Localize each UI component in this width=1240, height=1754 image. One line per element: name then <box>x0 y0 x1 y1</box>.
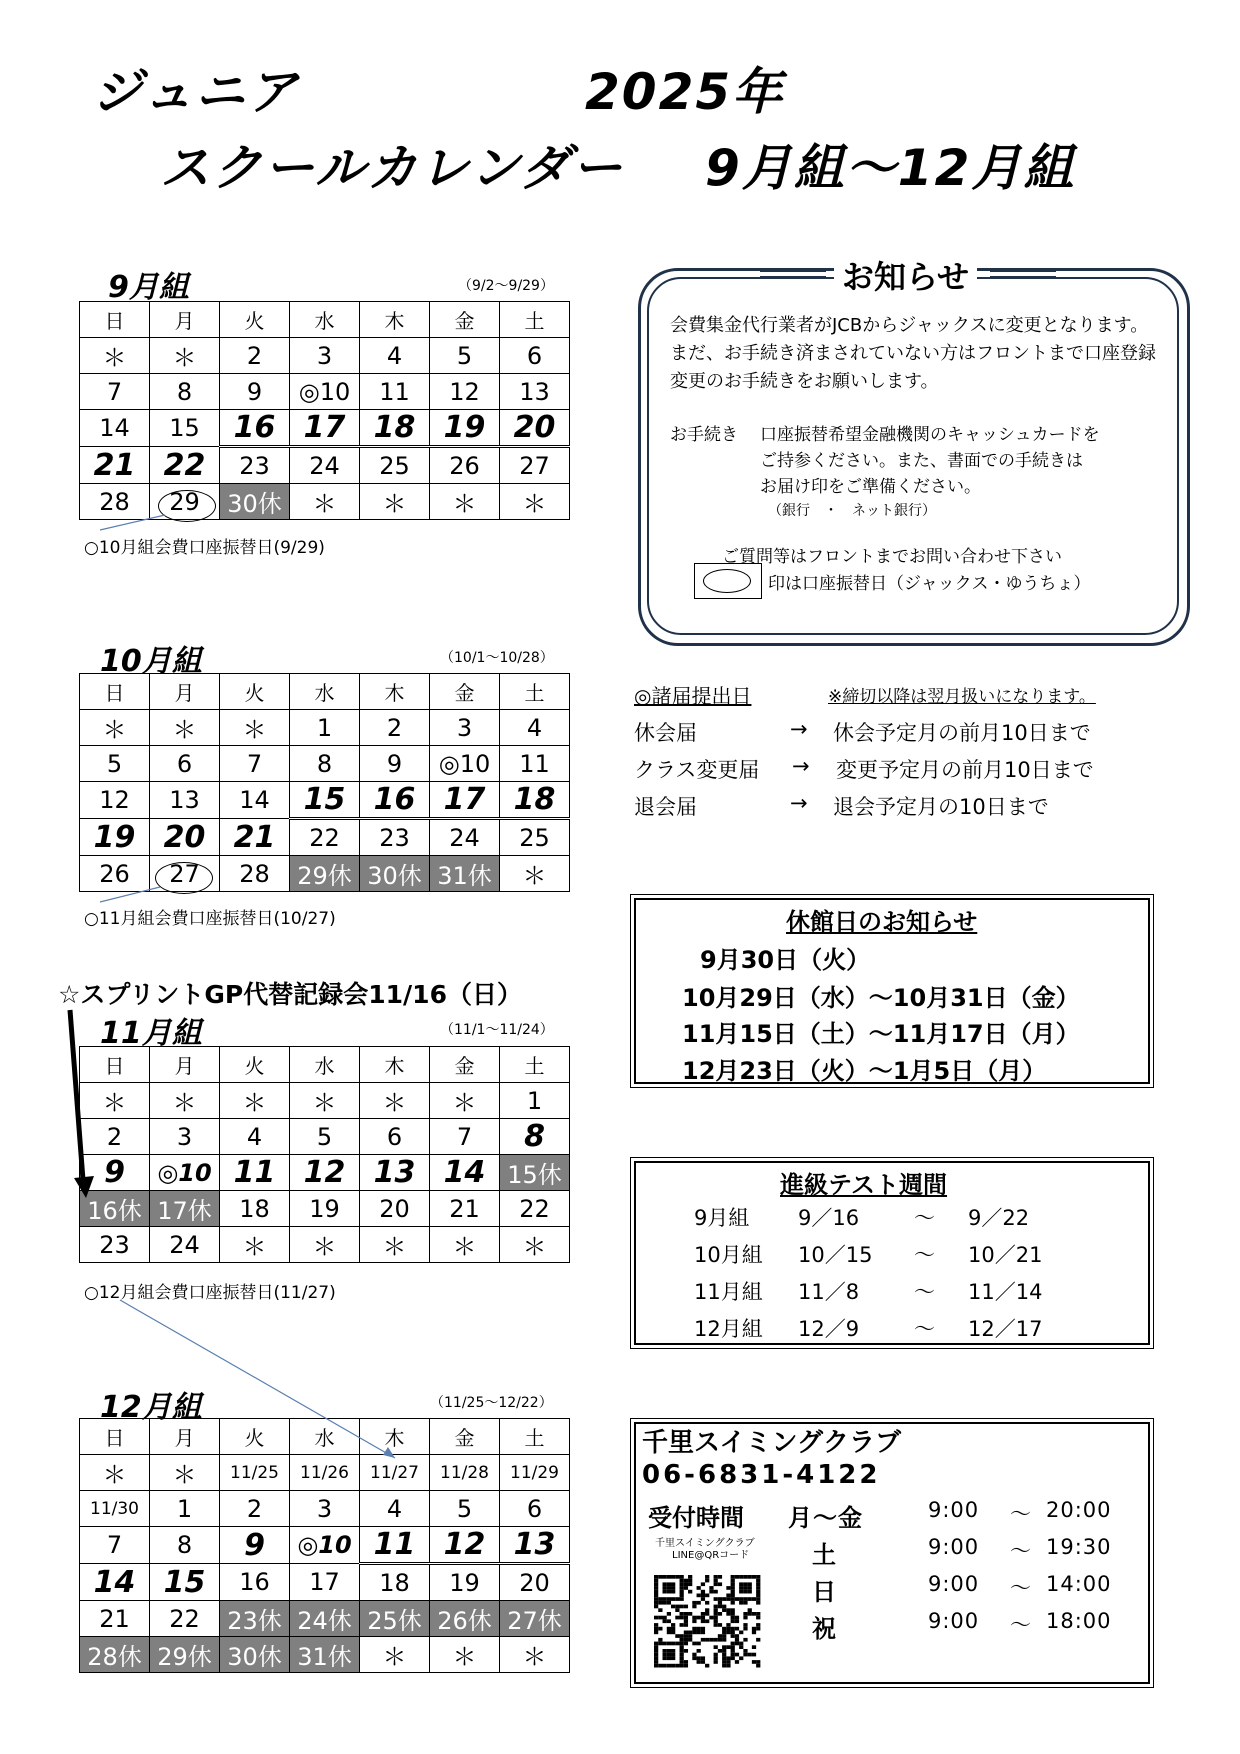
calendar-day: 16休 <box>80 1191 150 1227</box>
calendar-day: 7 <box>430 1119 500 1155</box>
closed-day-4: 12月23日（火）～1月5日（月） <box>682 1057 1047 1085</box>
club-hours-day: 祝 <box>812 1615 837 1643</box>
sprint-arrow-head <box>74 1176 94 1198</box>
calendar-day: 7 <box>80 374 150 410</box>
calendar-day: ＊ <box>290 1227 360 1263</box>
form-arrow-withdraw: → <box>790 791 808 815</box>
notice-procedure-line-1: 口座振替希望金融機関のキャッシュカードを <box>760 425 1100 445</box>
calendar-day: 3 <box>150 1119 220 1155</box>
calendar-day: ＊ <box>500 484 570 520</box>
calendar-day: 11 <box>360 374 430 410</box>
weekday-header: 水 <box>290 1419 360 1455</box>
calendar-day: 1 <box>150 1491 220 1527</box>
calendar-day: ＊ <box>80 338 150 374</box>
calendar-day: 8 <box>150 374 220 410</box>
calendar-day: 4 <box>500 710 570 746</box>
calendar-day: 25 <box>500 819 570 856</box>
calendar-day: ＊ <box>150 338 220 374</box>
calendar-day: 6 <box>500 1491 570 1527</box>
calendar-day: 30休 <box>220 484 290 520</box>
calendar-day: 7 <box>80 1527 150 1564</box>
calendar-day: 20 <box>360 1191 430 1227</box>
connector-nov <box>120 1300 395 1458</box>
weekday-header: 水 <box>290 674 360 710</box>
club-hours-day: 土 <box>812 1541 837 1569</box>
calendar-day: 28 <box>80 484 150 520</box>
form-deadline-class-change: 変更予定月の前月10日まで <box>836 758 1094 782</box>
notice-procedure-banks: （銀行 ・ ネット銀行） <box>768 503 936 519</box>
club-hours-from: 9:00 <box>928 1535 980 1559</box>
club-hours-from: 9:00 <box>928 1498 980 1522</box>
notice-title-rule-left <box>760 270 826 272</box>
payment-note-nov: ○12月組会費口座振替日(11/27) <box>84 1283 336 1303</box>
title-school-calendar: スクールカレンダー <box>160 139 624 197</box>
weekday-header: 木 <box>360 1419 430 1455</box>
calendar-day: ＊ <box>430 1227 500 1263</box>
calendar-day: 24 <box>150 1227 220 1263</box>
calendar-day: 2 <box>80 1119 150 1155</box>
closed-day-3: 11月15日（土）～11月17日（月） <box>682 1020 1080 1048</box>
form-deadline-withdraw: 退会予定月の10日まで <box>833 795 1049 819</box>
test-week-group: 12月組 <box>694 1317 763 1341</box>
weekday-header: 日 <box>80 1419 150 1455</box>
calendar-day: ＊ <box>430 1637 500 1673</box>
test-week-group: 10月組 <box>694 1243 763 1267</box>
weekday-header: 月 <box>150 674 220 710</box>
weekday-header: 木 <box>360 1047 430 1083</box>
calendar-day: 9 <box>80 1155 150 1191</box>
calendar-day: 11 <box>500 746 570 782</box>
calendar-label-nov: 11月組 <box>100 1016 202 1051</box>
calendar-day: ＊ <box>360 1227 430 1263</box>
weekday-header: 土 <box>500 1047 570 1083</box>
calendar-day: 14 <box>430 1155 500 1191</box>
calendar-day: 9 <box>220 374 290 410</box>
calendar-day: 31休 <box>290 1637 360 1673</box>
calendar-day: 14 <box>80 410 150 447</box>
calendar-day: 1 <box>290 710 360 746</box>
calendar-label-dec: 12月組 <box>100 1390 202 1425</box>
weekday-header: 日 <box>80 302 150 338</box>
weekday-header: 火 <box>220 302 290 338</box>
calendar-day: 5 <box>430 338 500 374</box>
sprint-notice: ☆スプリントGP代替記録会11/16（日） <box>58 980 522 1009</box>
calendar-day: 5 <box>430 1491 500 1527</box>
calendar-day: 29 <box>150 484 220 520</box>
weekday-header: 土 <box>500 1419 570 1455</box>
weekday-header: 木 <box>360 674 430 710</box>
weekday-header: 月 <box>150 302 220 338</box>
forms-title: ◎諸届提出日 <box>634 684 752 708</box>
calendar-label-sep: 9月組 <box>108 270 189 305</box>
club-hours-to: 14:00 <box>1046 1572 1112 1596</box>
calendar-day: 13 <box>150 782 220 819</box>
calendar-day: 15 <box>150 1564 220 1601</box>
calendar-day: 11/26 <box>290 1455 360 1491</box>
calendar-day: 23 <box>360 819 430 856</box>
calendar-day: 15 <box>290 782 360 819</box>
weekday-header: 火 <box>220 674 290 710</box>
calendar-day: 21 <box>220 819 290 856</box>
weekday-header: 土 <box>500 674 570 710</box>
club-hours-to: 20:00 <box>1046 1498 1112 1522</box>
calendar-day: ＊ <box>290 484 360 520</box>
club-hours-label: 受付時間 <box>648 1504 744 1532</box>
weekday-header: 金 <box>430 302 500 338</box>
calendar-day: 11 <box>220 1155 290 1191</box>
weekday-header: 月 <box>150 1047 220 1083</box>
calendar-day: 8 <box>150 1527 220 1564</box>
calendar-day: ＊ <box>220 710 290 746</box>
calendar-day: 30休 <box>360 856 430 892</box>
calendar-day: 16 <box>220 410 290 447</box>
payment-note-sep: ○10月組会費口座振替日(9/29) <box>84 538 325 558</box>
form-name-leave: 休会届 <box>634 721 697 745</box>
club-hours-to: 18:00 <box>1046 1609 1112 1633</box>
club-phone: 06-6831-4122 <box>642 1460 881 1490</box>
calendar-day: ＊ <box>150 710 220 746</box>
calendar-day: 29休 <box>150 1637 220 1673</box>
calendar-day: 12 <box>290 1155 360 1191</box>
calendar-range-nov: （11/1～11/24） <box>440 1022 554 1038</box>
notice-procedure-line-2: ご持参ください。また、書面での手続きは <box>760 451 1083 471</box>
club-name: 千里スイミングクラブ <box>642 1428 901 1458</box>
test-week-from: 12／9 <box>798 1317 860 1341</box>
calendar-day: 12 <box>430 1527 500 1564</box>
calendar-day: 5 <box>80 746 150 782</box>
calendar-day: ＊ <box>430 1083 500 1119</box>
calendar-day: 16 <box>220 1564 290 1601</box>
calendar-day: 21 <box>80 447 150 484</box>
weekday-header: 金 <box>430 1047 500 1083</box>
notice-title-rule-right-2 <box>990 276 1056 278</box>
calendar-day: 11/29 <box>500 1455 570 1491</box>
calendar-day: 20 <box>500 410 570 447</box>
calendar-day: ＊ <box>360 1637 430 1673</box>
test-week-sep: ～ <box>914 1206 935 1230</box>
title-groups: 9月組～12月組 <box>705 139 1076 197</box>
connector-nov-head <box>383 1447 395 1458</box>
calendar-day: ◎10 <box>290 1527 360 1564</box>
qr-caption-2: LINE@QRコード <box>672 1550 750 1561</box>
calendar-day: 21 <box>430 1191 500 1227</box>
club-hours-sep: ～ <box>1010 1613 1032 1637</box>
calendar-day: 22 <box>290 819 360 856</box>
form-name-withdraw: 退会届 <box>634 795 697 819</box>
calendar-day: 3 <box>290 1491 360 1527</box>
notice-title: お知らせ <box>834 252 977 298</box>
calendar-day: 9 <box>220 1527 290 1564</box>
closed-day-2: 10月29日（水）～10月31日（金） <box>682 984 1080 1012</box>
calendar-day: 11 <box>360 1527 430 1564</box>
calendar-day: 20 <box>500 1564 570 1601</box>
calendar-day: ◎10 <box>430 746 500 782</box>
test-week-to: 10／21 <box>968 1243 1043 1267</box>
notice-legend-text: 印は口座振替日（ジャックス・ゆうちょ） <box>768 574 1091 594</box>
title-junior: ジュニア <box>92 63 299 121</box>
calendar-day: 2 <box>220 1491 290 1527</box>
sprint-arrow <box>70 1010 83 1180</box>
calendar-day: 23 <box>220 447 290 484</box>
calendar-day: 22 <box>150 447 220 484</box>
calendar-day: 28休 <box>80 1637 150 1673</box>
test-week-from: 11／8 <box>798 1280 860 1304</box>
calendar-day: 29休 <box>290 856 360 892</box>
test-week-group: 11月組 <box>694 1280 763 1304</box>
title-year: 2025年 <box>585 63 785 121</box>
calendar-day: ＊ <box>220 1227 290 1263</box>
weekday-header: 木 <box>360 302 430 338</box>
weekday-header: 日 <box>80 1047 150 1083</box>
calendar-day: ＊ <box>220 1083 290 1119</box>
calendar-day: ＊ <box>80 1455 150 1491</box>
form-deadline-leave: 休会予定月の前月10日まで <box>833 721 1091 745</box>
notice-legend-oval <box>703 569 751 593</box>
calendar-day: ＊ <box>360 1083 430 1119</box>
test-week-from: 9／16 <box>798 1206 860 1230</box>
calendar-day: 8 <box>290 746 360 782</box>
calendar-day: 27 <box>500 447 570 484</box>
weekday-header: 月 <box>150 1419 220 1455</box>
calendar-day: 17 <box>290 410 360 447</box>
calendar-day: 17休 <box>150 1191 220 1227</box>
calendar-day: 8 <box>500 1119 570 1155</box>
line-qr-code[interactable] <box>654 1575 764 1669</box>
weekday-header: 金 <box>430 674 500 710</box>
calendar-day: ＊ <box>360 484 430 520</box>
closed-days-title: 休館日のお知らせ <box>786 908 978 936</box>
calendar-day: 12 <box>80 782 150 819</box>
form-arrow-leave: → <box>790 717 808 741</box>
connector-sep <box>100 515 165 530</box>
calendar-day: 20 <box>150 819 220 856</box>
calendar-day: ＊ <box>80 1083 150 1119</box>
calendar-range-dec: （11/25～12/22） <box>430 1395 553 1411</box>
calendar-day: ＊ <box>430 484 500 520</box>
club-hours-from: 9:00 <box>928 1572 980 1596</box>
calendar-day: 24休 <box>290 1601 360 1637</box>
calendar-day: 15 <box>150 410 220 447</box>
weekday-header: 火 <box>220 1047 290 1083</box>
calendar-day: 11/25 <box>220 1455 290 1491</box>
calendar-day: 6 <box>360 1119 430 1155</box>
qr-caption-1: 千里スイミングクラブ <box>655 1538 755 1549</box>
calendar-day: 4 <box>360 338 430 374</box>
test-week-sep: ～ <box>914 1243 935 1267</box>
club-hours-sep: ～ <box>1010 1576 1032 1600</box>
calendar-day: 3 <box>290 338 360 374</box>
calendar-day: 6 <box>500 338 570 374</box>
club-hours-day: 日 <box>812 1578 837 1606</box>
calendar-day: ＊ <box>500 1637 570 1673</box>
calendar-range-oct: （10/1～10/28） <box>440 650 554 666</box>
weekday-header: 水 <box>290 1047 360 1083</box>
calendar-day: 18 <box>360 1564 430 1601</box>
club-hours-from: 9:00 <box>928 1609 980 1633</box>
calendar-day: 14 <box>220 782 290 819</box>
weekday-header: 火 <box>220 1419 290 1455</box>
forms-caution: ※締切以降は翌月扱いになります。 <box>828 687 1096 707</box>
calendar-day: 15休 <box>500 1155 570 1191</box>
calendar-day: 24 <box>290 447 360 484</box>
calendar-day: 19 <box>290 1191 360 1227</box>
calendar-day: 24 <box>430 819 500 856</box>
calendar-day: 1 <box>500 1083 570 1119</box>
calendar-day: 21 <box>80 1601 150 1637</box>
club-hours-sep: ～ <box>1010 1502 1032 1526</box>
calendar-day: 23 <box>80 1227 150 1263</box>
test-week-to: 11／14 <box>968 1280 1043 1304</box>
weekday-header: 水 <box>290 302 360 338</box>
calendar-day: ＊ <box>290 1083 360 1119</box>
calendar-day: 19 <box>430 410 500 447</box>
calendar-day: ＊ <box>150 1455 220 1491</box>
test-week-title: 進級テスト週間 <box>780 1171 948 1199</box>
calendar-day: 6 <box>150 746 220 782</box>
calendar-day: 22 <box>500 1191 570 1227</box>
calendar-day: 11/30 <box>80 1491 150 1527</box>
calendar-day: 27休 <box>500 1601 570 1637</box>
calendar-day: 18 <box>500 782 570 819</box>
form-arrow-class-change: → <box>792 754 810 778</box>
calendar-day: 27 <box>150 856 220 892</box>
calendar-day: ◎10 <box>290 374 360 410</box>
calendar-range-sep: （9/2～9/29） <box>458 278 554 294</box>
connector-oct <box>100 887 160 902</box>
calendar-day: 7 <box>220 746 290 782</box>
calendar-day: 16 <box>360 782 430 819</box>
calendar-day: 26休 <box>430 1601 500 1637</box>
calendar-day: 25休 <box>360 1601 430 1637</box>
calendar-day: 18 <box>220 1191 290 1227</box>
calendar-day: 19 <box>430 1564 500 1601</box>
calendar-day: 13 <box>360 1155 430 1191</box>
calendar-day: 13 <box>500 374 570 410</box>
calendar-day: 5 <box>290 1119 360 1155</box>
calendar-day: ＊ <box>80 710 150 746</box>
calendar-day: 23休 <box>220 1601 290 1637</box>
notice-paragraph: 会費集金代行業者がJCBからジャックスに変更となります。まだ、お手続き済まされていない方はフロントまで口座登録変更のお手続きをお願いします。 <box>670 315 1156 392</box>
calendar-day: 25 <box>360 447 430 484</box>
calendar-day: 22 <box>150 1601 220 1637</box>
form-name-class-change: クラス変更届 <box>634 758 760 782</box>
calendar-day: 3 <box>430 710 500 746</box>
calendar-day: ＊ <box>150 1083 220 1119</box>
notice-contact: ご質問等はフロントまでお問い合わせ下さい <box>722 547 1062 567</box>
test-week-group: 9月組 <box>694 1206 750 1230</box>
calendar-day: 28 <box>220 856 290 892</box>
payment-note-oct: ○11月組会費口座振替日(10/27) <box>84 909 336 929</box>
calendar-day: 4 <box>360 1491 430 1527</box>
club-hours-sep: ～ <box>1010 1539 1032 1563</box>
calendar-day: 11/28 <box>430 1455 500 1491</box>
calendar-day: 4 <box>220 1119 290 1155</box>
calendar-day: 11/27 <box>360 1455 430 1491</box>
calendar-day: 30休 <box>220 1637 290 1673</box>
notice-title-rule-left-2 <box>760 276 826 278</box>
calendar-day: 2 <box>220 338 290 374</box>
notice-procedure-label: お手続き <box>670 425 738 445</box>
calendar-day: 2 <box>360 710 430 746</box>
weekday-header: 土 <box>500 302 570 338</box>
notice-procedure-line-3: お届け印をご準備ください。 <box>760 477 981 497</box>
calendar-label-oct: 10月組 <box>100 644 202 679</box>
calendar-day: 19 <box>80 819 150 856</box>
calendar-day: 26 <box>80 856 150 892</box>
calendar-day: 31休 <box>430 856 500 892</box>
calendar-day: 17 <box>290 1564 360 1601</box>
calendar-day: 18 <box>360 410 430 447</box>
test-week-to: 12／17 <box>968 1317 1043 1341</box>
calendar-day: 14 <box>80 1564 150 1601</box>
calendar-day: ＊ <box>500 1227 570 1263</box>
closed-day-1: 9月30日（火） <box>700 946 871 974</box>
calendar-day: 26 <box>430 447 500 484</box>
test-week-sep: ～ <box>914 1317 935 1341</box>
calendar-day: ◎10 <box>150 1155 220 1191</box>
calendar-day: ＊ <box>500 856 570 892</box>
weekday-header: 日 <box>80 674 150 710</box>
test-week-sep: ～ <box>914 1280 935 1304</box>
notice-title-rule-right <box>990 270 1056 272</box>
test-week-from: 10／15 <box>798 1243 873 1267</box>
weekday-header: 金 <box>430 1419 500 1455</box>
club-hours-to: 19:30 <box>1046 1535 1112 1559</box>
calendar-day: 12 <box>430 374 500 410</box>
calendar-day: 17 <box>430 782 500 819</box>
club-hours-day: 月～金 <box>788 1504 863 1532</box>
calendar-day: 9 <box>360 746 430 782</box>
test-week-to: 9／22 <box>968 1206 1030 1230</box>
calendar-day: 13 <box>500 1527 570 1564</box>
